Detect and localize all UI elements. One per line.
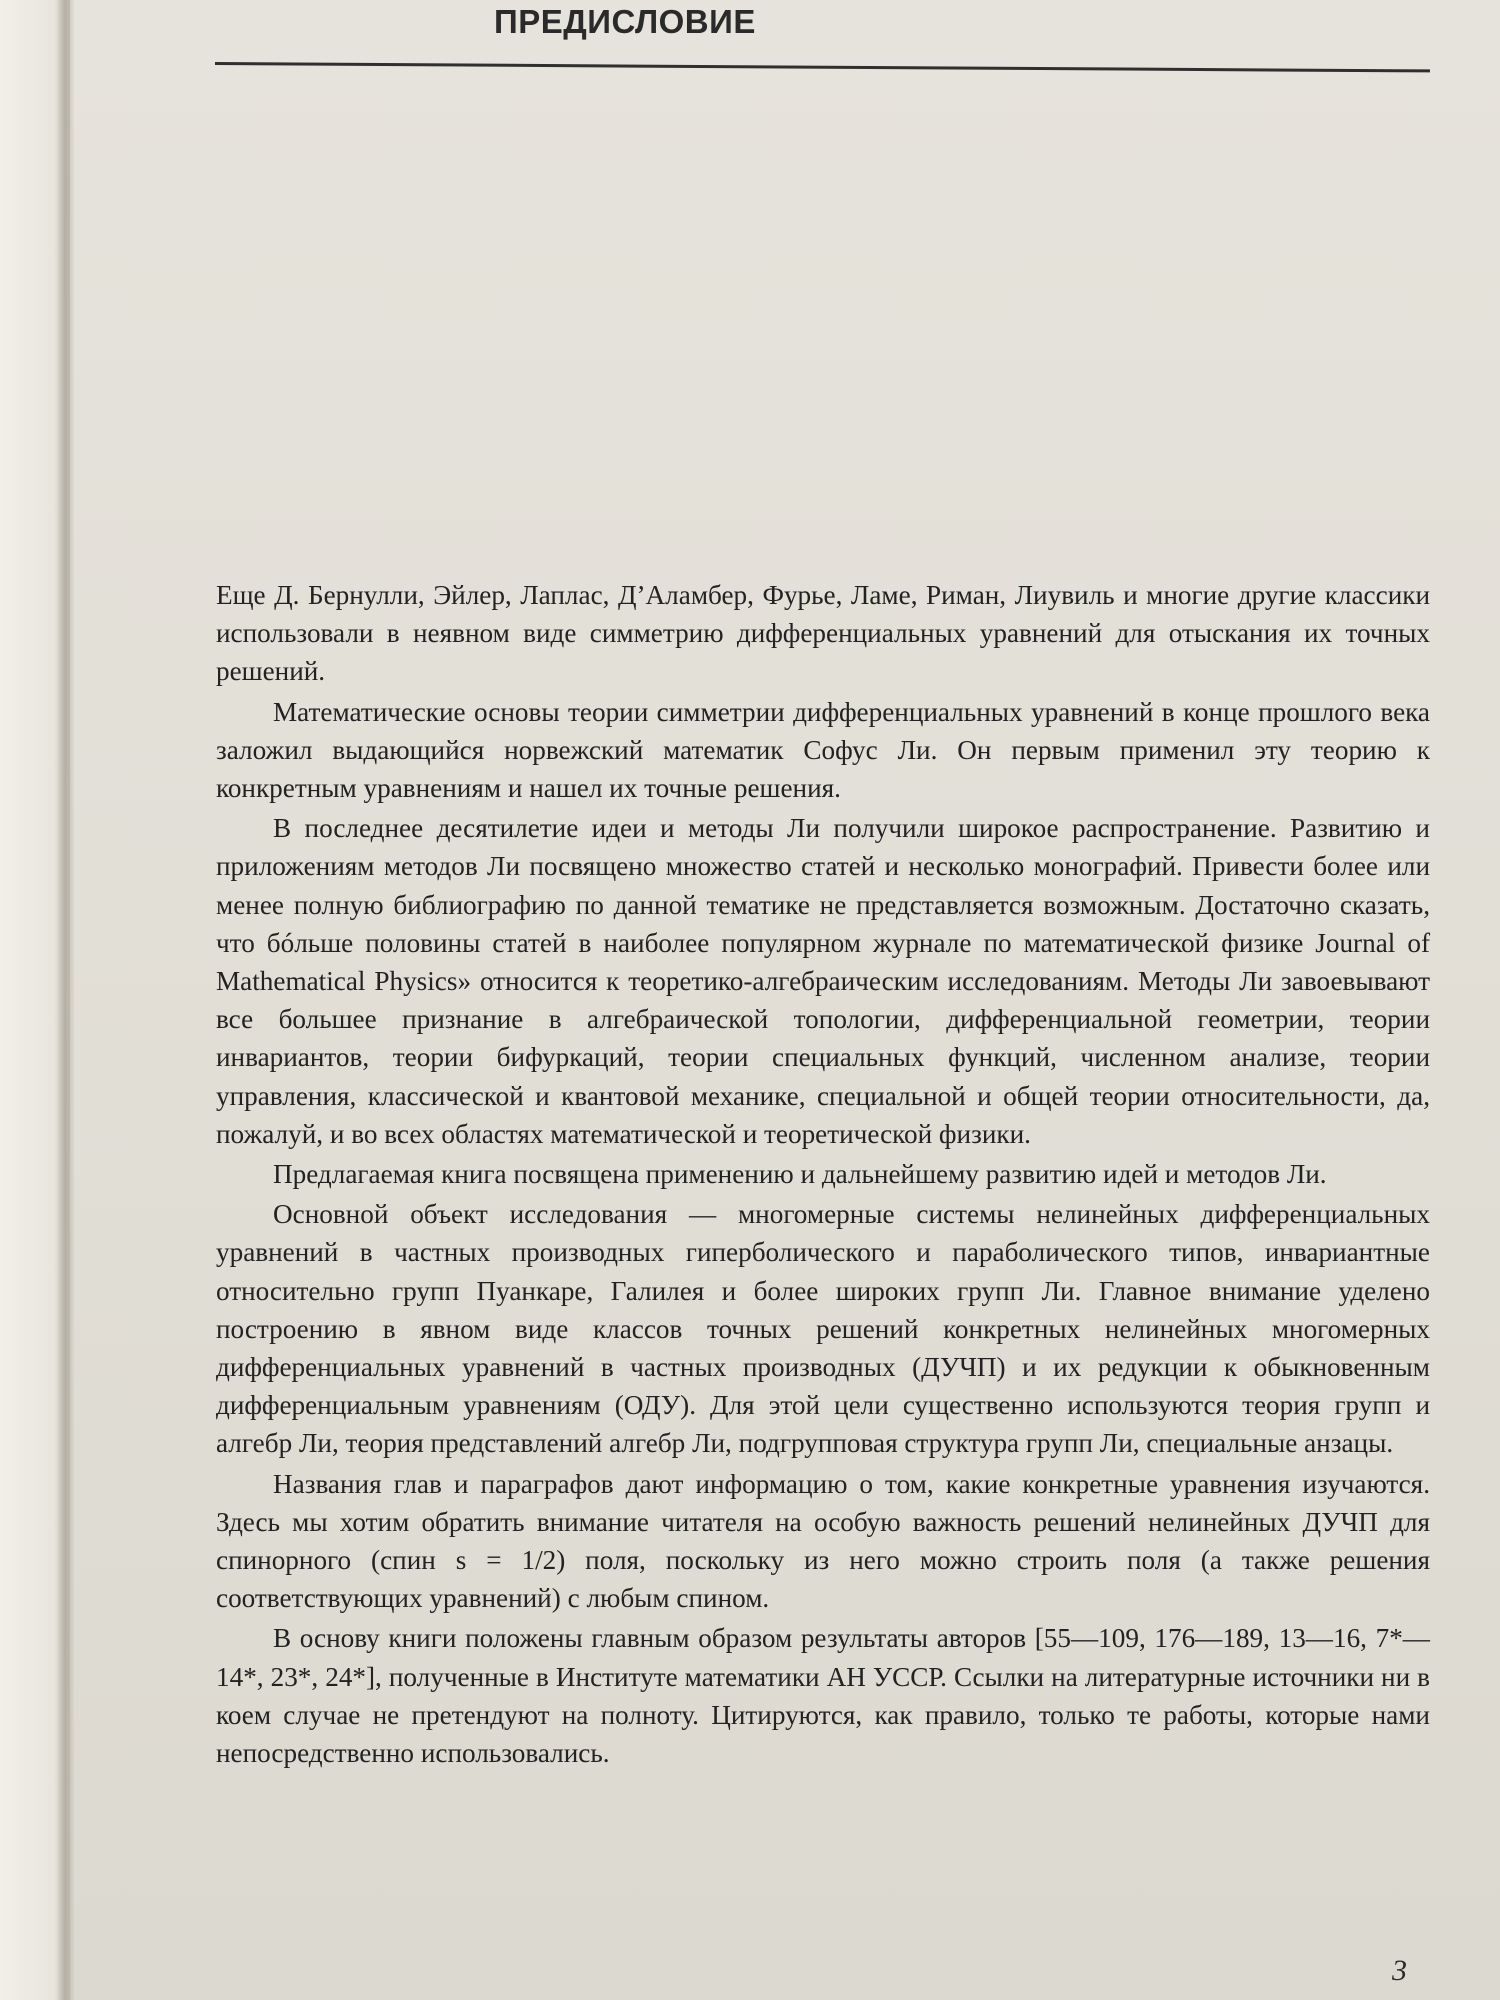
header-rule <box>215 62 1430 72</box>
preface-text <box>216 576 1430 1774</box>
paragraph: Названия глав и параграфов дают информацию о том, какие конкретные уравнения изучаются. Здесь мы хотим обратить внимание читателя на особую важность решений нелинейных ДУЧП для спинорного (спин s = 1/2) поля, поскольку из него можно строить поля (а также решения соответствующих уравнений) с любым спином. <box>216 1468 1430 1614</box>
paragraph: Основной объект исследования — многомерные системы нелинейных дифференциальных уравнений в частных производных гиперболического и параболического типов, инвариантные относительно групп Пуанкаре, Галилея и более широких групп Ли. Главное внимание уделено построению в явном виде классов точных решений конкретных нелинейных многомерных дифференциальных уравнений в частных производных (ДУЧП) и их редукции к обыкновенным дифференциальным уравнениям (ОДУ). Для этой цели существенно используются теория групп и алгебр Ли, теория представлений алгебр Ли, подгрупповая структура групп Ли, специальные анзацы. <box>216 1199 1430 1459</box>
binding-gutter <box>56 0 74 2000</box>
page-number: 3 <box>1392 1954 1407 1987</box>
paragraph: Математические основы теории симметрии дифференциальных уравнений в конце прошлого века заложил выдающийся норвежский математик Софус Ли. Он первым применил эту теорию к конкретным уравнениям и нашел их точные решения. <box>216 696 1430 804</box>
page-title: ПРЕДИСЛОВИЕ <box>494 3 756 40</box>
paragraph: Еще Д. Бернулли, Эйлер, Лаплас, Д’Аламбер, Фурье, Ламе, Риман, Лиувиль и многие другие классики использовали в неявном виде симметрию дифференциальных уравнений для отыскания их точных решений. <box>216 580 1430 687</box>
paragraph: В последнее десятилетие идеи и методы Ли получили широкое распространение. Развитию и приложениям методов Ли посвящено множество статей и несколько монографий. Привести более или менее полную библиографию по данной тематике не представляется возможным. Достаточно сказать, что бóльше половины статей в наиболее популярном журнале по математической физике Journal of Mathematical Physics» относится к теоретико-алгебраическим исследованиям. Методы Ли завоевывают все большее признание в алгебраической топологии, дифференциальной геометрии, теории инвариантов, теории бифуркаций, теории специальных функций, численном анализе, теории управления, классической и квантовой механике, специальной и общей теории относительности, да, пожалуй, и во всех областях математической и теоретической физики. <box>216 813 1430 1149</box>
paragraph: Предлагаемая книга посвящена применению и дальнейшему развитию идей и методов Ли. <box>273 1159 1327 1190</box>
paragraph: В основу книги положены главным образом результаты авторов [55—109, 176—189, 13—16, 7*—14*, 23*, 24*], полученные в Институте математики АН УССР. Ссылки на литературные источники ни в коем случае не претендуют на полноту. Цитируются, как правило, только те работы, которые нами непосредственно использовались. <box>216 1623 1430 1769</box>
